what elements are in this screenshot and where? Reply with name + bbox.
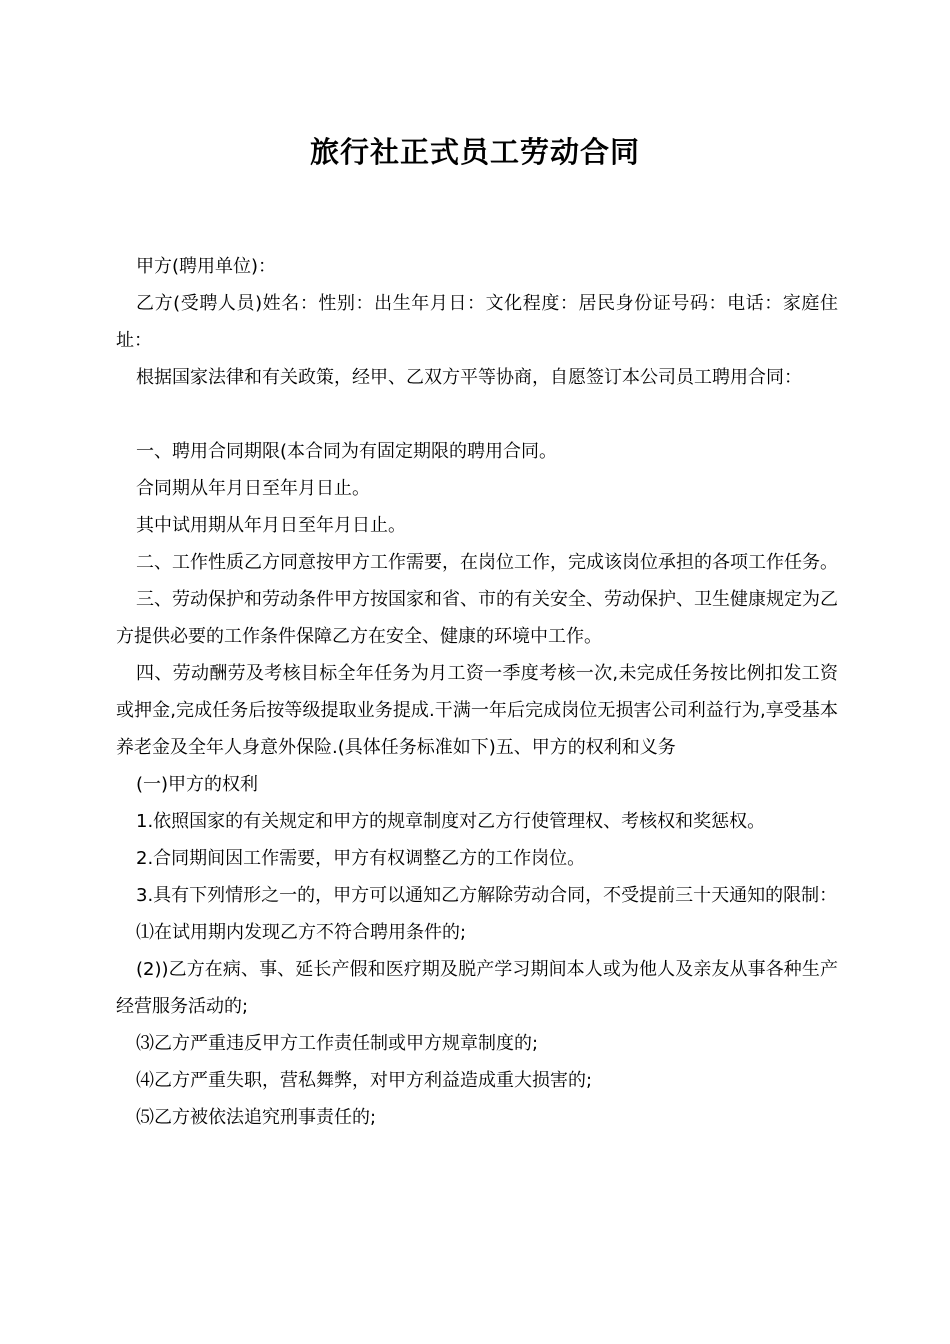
paragraph-remuneration: 四、劳动酬劳及考核目标全年任务为月工资一季度考核一次,未完成任务按比例扣发工资或押金,完成任务后按等级提取业务提成.干满一年后完成岗位无损害公司利益行为,享受基本养老金及全年人身意外保险.(具体任务标准如下)五、甲方的权利和义务 [116,663,838,758]
paragraph-clause-4: ⑷乙方严重失职，营私舞弊，对甲方利益造成重大损害的; [136,1070,593,1091]
paragraph-right-2: 2.合同期间因工作需要，甲方有权调整乙方的工作岗位。 [136,848,586,869]
paragraph-right-1: 1.依照国家的有关规定和甲方的规章制度对乙方行使管理权、考核权和奖惩权。 [136,811,766,832]
paragraph-probation: 其中试用期从年月日至年月日止。 [136,515,406,536]
document-body [116,248,838,1136]
paragraph-spacer [116,396,838,433]
paragraph-right-3: 3.具有下列情形之一的，甲方可以通知乙方解除劳动合同，不受提前三十天通知的限制： [136,885,838,906]
paragraph-party-b: 乙方(受聘人员)姓名：性别：出生年月日：文化程度：居民身份证号码：电话：家庭住址： [116,293,838,351]
paragraph-clause-2: (2))乙方在病、事、延长产假和医疗期及脱产学习期间本人或为他人及亲友从事各种生产经营服务活动的; [116,959,838,1017]
paragraph-term: 一、聘用合同期限(本合同为有固定期限的聘用合同。 [136,441,558,462]
paragraph-rights-heading: (一)甲方的权利 [136,774,259,795]
paragraph-work-nature: 二、工作性质乙方同意按甲方工作需要，在岗位工作，完成该岗位承担的各项工作任务。 [136,552,838,573]
paragraph-clause-1: ⑴在试用期内发现乙方不符合聘用条件的; [136,922,467,943]
paragraph-preamble: 根据国家法律和有关政策，经甲、乙双方平等协商，自愿签订本公司员工聘用合同： [136,367,802,388]
paragraph-labor-protection: 三、劳动保护和劳动条件甲方按国家和省、市的有关安全、劳动保护、卫生健康规定为乙方提供必要的工作条件保障乙方在安全、健康的环境中工作。 [116,589,838,647]
paragraph-clause-5: ⑸乙方被依法追究刑事责任的; [136,1107,377,1128]
paragraph-clause-3: ⑶乙方严重违反甲方工作责任制或甲方规章制度的; [136,1033,539,1054]
paragraph-party-a: 甲方(聘用单位)： [136,256,277,277]
document-title: 旅行社正式员工劳动合同 [309,135,640,169]
paragraph-contract-period: 合同期从年月日至年月日止。 [136,478,370,499]
